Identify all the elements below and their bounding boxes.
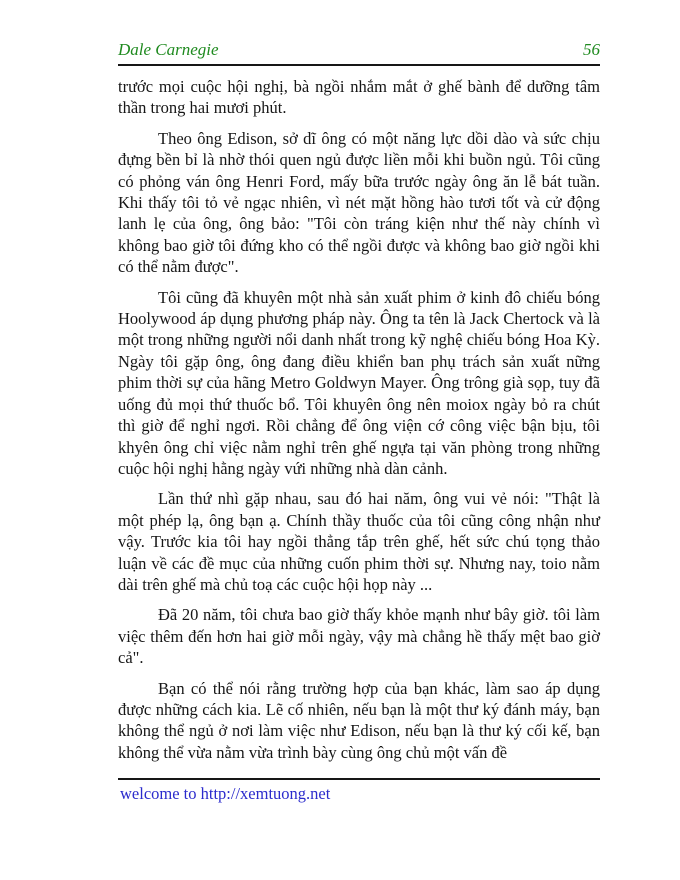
page-number: 56	[583, 40, 600, 59]
body-paragraph: trước mọi cuộc hội nghị, bà ngồi nhắm mắt ở ghế bành để dưỡng tâm thần trong hai mươi phút.	[118, 77, 600, 118]
body-paragraph: Bạn có thể nói rằng trường hợp của bạn khác, làm sao áp dụng được những cách kia. Lẽ cố nhiên, nếu bạn là một thư ký đánh máy, bạn không thể ngủ ở nơi làm việc như Edison, nếu bạn là thư ký cối kế, bạn không thể vừa nằm vừa trình bày cùng ông chủ một vấn đề	[118, 678, 600, 762]
body-paragraph: Đã 20 năm, tôi chưa bao giờ thấy khỏe mạnh như bây giờ. tôi làm việc thêm đến hơn hai giờ mỗi ngày, vậy mà chẳng hề thấy mệt bao giờ cả".	[118, 605, 600, 668]
page-header	[118, 40, 600, 60]
header-rule	[118, 64, 600, 66]
footer-rule	[118, 778, 600, 780]
author-name: Dale Carnegie	[118, 40, 219, 59]
body-paragraph: Lần thứ nhì gặp nhau, sau đó hai năm, ông vui vẻ nói: "Thật là một phép lạ, ông bạn ạ. Chính thầy thuốc của tôi cũng công nhận như vậy. Trước kia tôi hay ngồi thẳng tắp trên ghế, hết sức chú tọng thảo luận về các đề mục của những cuốn phim thời sự. Nhưng nay, toio nằm dài trên ghế mà chủ toạ các cuộc hội họp này ...	[118, 489, 600, 594]
body-text	[118, 76, 600, 772]
footer-link[interactable]: welcome to http://xemtuong.net	[120, 784, 331, 803]
body-paragraph: Theo ông Edison, sở dĩ ông có một năng lực dồi dào và sức chịu đựng bền bỉ là nhờ thói quen ngủ được liền mỗi khi buồn ngủ. Tôi cũng có phỏng ván ông Henri Ford, mấy bữa trước ngày ông ăn lễ bát tuần. Khi thấy tôi tỏ vẻ ngạc nhiên, vì nét mặt hồng hào tươi tốt và cử động lanh lẹ của ông, ông bảo: "Tôi còn tráng kiện như thế này chính vì không bao giờ tôi đứng kho có thể ngồi được và không bao giờ ngồi khi có thể nằm được".	[118, 128, 600, 277]
body-paragraph: Tôi cũng đã khuyên một nhà sản xuất phim ở kinh đô chiếu bóng Hoolywood áp dụng phương pháp này. Ông ta tên là Jack Chertock và là một trong những người nổi danh nhất trong kỹ nghệ chiếu bóng Hoa Kỳ. Ngày tôi gặp ông, ông đang điều khiển ban phụ trách sản xuất nững phim thời sự của hãng Metro Goldwyn Mayer. Ông trông già sọp, tuy đã uống đủ mọi thứ thuốc bổ. Tôi khuyên ông nên moiox ngày bỏ ra chút thì giờ để nghỉ ngơi. Rồi chẳng để ông viện cớ công việc bận bịu, tôi khyên ông chỉ việc nằm nghỉ trên ghế ngựa tại văn phòng trong những cuộc hội nghị hằng ngày vứi những nhà dàn cảnh.	[118, 287, 600, 478]
page-footer	[120, 784, 330, 804]
